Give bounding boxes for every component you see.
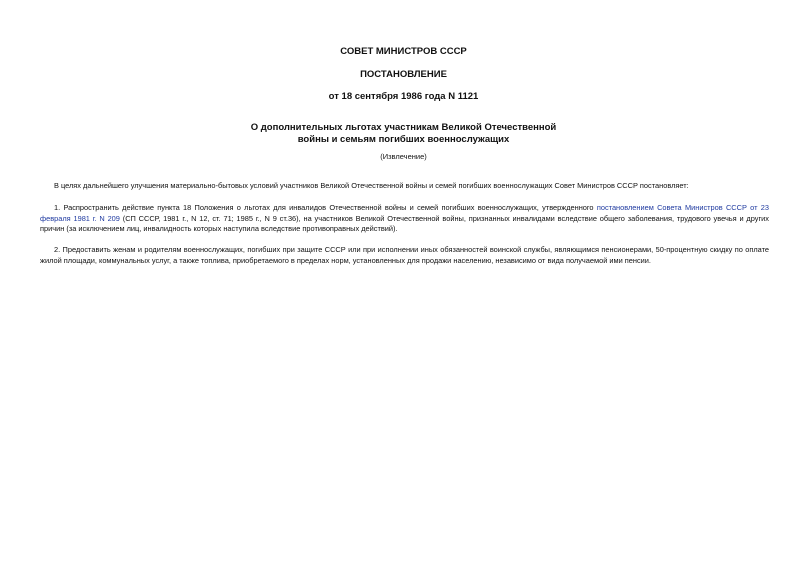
document-title	[0, 122, 807, 146]
document-title-line-2: войны и семьям погибших военнослужащих	[297, 134, 510, 145]
item-2-paragraph: 2. Предоставить женам и родителям военнослужащих, погибших при защите СССР или при исполнении иных обязанностей воинской службы, являющимся пенсионерами, 50-процентную скидку по оплате жилой площади, коммунальных услуг, а также топлива, приобретаемого в пределах норм, установленных для продажи населению, независимо от вида получаемой ими пенсии.	[40, 245, 769, 265]
extract-note: (Извлечение)	[380, 152, 427, 161]
item-1-text-after-link: (СП СССР, 1981 г., N 12, ст. 71; 1985 г., N 9 ст.36), на участников Великой Отечественной войны, признанных инвалидами вследствие общего заболевания, трудового увечья и других причин (за исключением лиц, инвалидность которых наступила вследствие противоправных действий).	[40, 213, 769, 234]
decree-reference-link[interactable]: постановлением Совета Министров СССР от 23 февраля 1981 г. N 209	[40, 203, 770, 223]
document-type-heading: ПОСТАНОВЛЕНИЕ	[360, 69, 447, 80]
document-date: от 18 сентября 1986 года N 1121	[328, 91, 479, 102]
preamble-paragraph: В целях дальнейшего улучшения материально-бытовых условий участников Великой Отечественной войны и семей погибших военнослужащих Совет Министров СССР постановляет:	[54, 181, 689, 190]
item-1-paragraph	[40, 203, 769, 235]
issuing-body-heading: СОВЕТ МИНИСТРОВ СССР	[340, 46, 467, 57]
document-title-line-1: О дополнительных льготах участникам Великой Отечественной	[250, 122, 557, 133]
item-1-text-before-link: 1. Распространить действие пункта 18 Положения о льготах для инвалидов Отечественной войны и семей погибших военнослужащих, утвержденного	[54, 203, 597, 212]
